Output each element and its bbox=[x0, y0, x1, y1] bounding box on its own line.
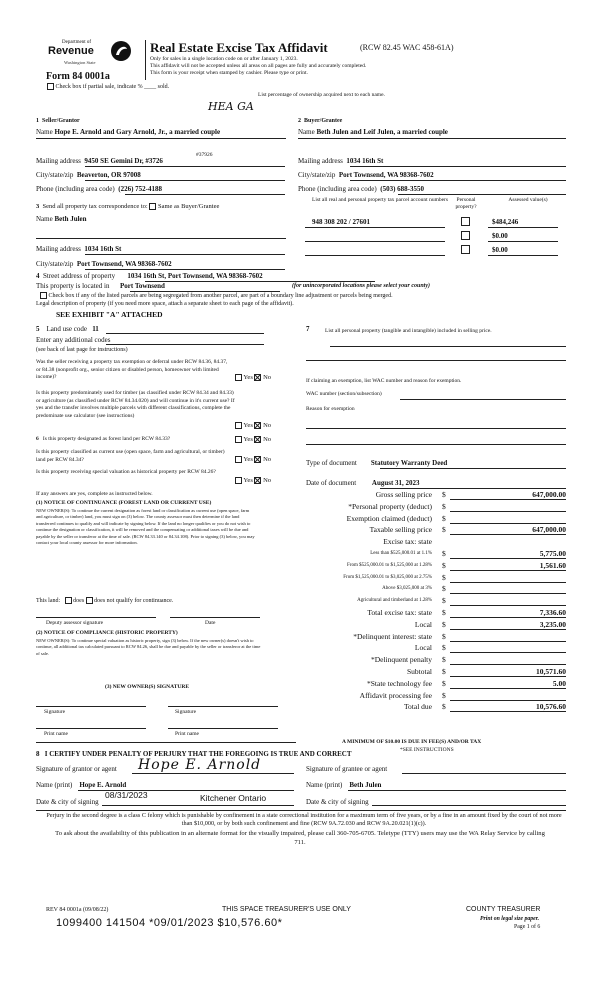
calc-underline bbox=[450, 523, 566, 524]
new-owner-signature-heading: (3) NEW OWNER(S) SIGNATURE bbox=[105, 684, 189, 690]
section6-q1-row: 6 Is this property designated as forest land per RCW 84.33? bbox=[36, 436, 171, 442]
calc-underline bbox=[450, 629, 566, 630]
q1-yes-checkbox[interactable] bbox=[235, 374, 242, 381]
calc-label: From $525,000.01 to $1,525,000 at 1.28% bbox=[347, 562, 432, 568]
calc-label: Less than $525,000.01 at 1.1% bbox=[370, 551, 432, 556]
calc-dollar-sign: $ bbox=[442, 655, 446, 665]
grantor-city: Kitchener Ontario bbox=[200, 793, 267, 803]
section6-q3-answer: Yes No bbox=[235, 477, 271, 484]
grantee-signature-label: Signature of grantee or agent bbox=[306, 765, 388, 773]
calc-dollar-sign: $ bbox=[442, 549, 446, 558]
calc-label: *Delinquent penalty bbox=[370, 655, 432, 665]
seller-name-row: Name Hope E. Arnold and Gary Arnold, Jr., a married couple bbox=[36, 128, 221, 136]
calc-dollar-sign: $ bbox=[442, 690, 446, 700]
parcels-col1: List all real and personal property tax parcel account numbers bbox=[311, 197, 449, 203]
parcel-row-2-personal-checkbox[interactable] bbox=[461, 231, 470, 240]
calc-label: Gross selling price bbox=[375, 490, 432, 499]
grantor-date: 08/31/2023 bbox=[105, 790, 148, 800]
calc-value: 10,576.60 bbox=[536, 702, 566, 712]
rev-number: REV 84 0001a (09/08/22) bbox=[46, 907, 109, 913]
calc-underline bbox=[450, 641, 566, 642]
new-owner-sig-label-2: Signature bbox=[175, 709, 197, 715]
certify-row: 8 I CERTIFY UNDER PENALTY OF PERJURY THAT THE FOREGOING IS TRUE AND CORRECT bbox=[36, 750, 352, 758]
calc-value: 5.00 bbox=[552, 678, 566, 688]
if-yes-note: If any answers are yes, complete as instructed below. bbox=[36, 491, 153, 497]
unincorporated-note: (for unincorporated locations please select your county) bbox=[292, 283, 430, 289]
form-title: Real Estate Excise Tax Affidavit bbox=[150, 40, 328, 55]
calc-label: Local bbox=[414, 619, 432, 629]
legal-paper-note: Print on legal size paper. bbox=[480, 916, 540, 922]
reason-label: Reason for exemption bbox=[306, 406, 355, 412]
calc-value: 7,336.60 bbox=[539, 608, 566, 617]
notice2-body: NEW OWNER(S): To continue special valuation as historic property, sign (3) below. If the new owner(s) doesn't wish to continue, all additional tax calculated pursuant to RCW 84.26, shall be due and payable by the seller or transferor at the time of sale. bbox=[36, 638, 261, 656]
does-not-qualify-checkbox[interactable] bbox=[86, 597, 93, 604]
logo-dept: Department of bbox=[62, 40, 92, 45]
calc-label: *Delinquent interest: state bbox=[353, 631, 432, 641]
seller-mailing-row: Mailing address 9450 SE Gemini Dr, #3726 bbox=[36, 157, 163, 165]
new-owner-sig-label-1: Signature bbox=[44, 709, 66, 715]
calc-underline bbox=[450, 700, 566, 701]
parcel-row-3-personal-checkbox[interactable] bbox=[461, 245, 470, 254]
calc-dollar-sign: $ bbox=[442, 678, 446, 688]
seller-name: Hope E. Arnold and Gary Arnold, Jr., a married couple bbox=[54, 128, 221, 136]
located-row: This property is located in Port Townsend bbox=[36, 282, 165, 290]
calc-label: Agricultural and timberland at 1.28% bbox=[357, 598, 432, 604]
section6-q2: Is this property classified as current use (open space, farm and agricultural, or timber) land per RCW 84.34? bbox=[36, 449, 225, 463]
q1-no-checkbox[interactable] bbox=[254, 374, 261, 381]
segregated-checkbox[interactable] bbox=[40, 292, 47, 299]
header-line-3: This form is your receipt when stamped by cashier. Please type or print. bbox=[150, 70, 308, 76]
notice1-title: (1) NOTICE OF CONTINUANCE (FOREST LAND OR CURRENT USE) bbox=[36, 500, 212, 506]
segregated-row: Check box if any of the listed parcels are being segregated from another parcel, are part of a boundary line adjustment or parcels being merged. bbox=[40, 292, 393, 299]
calc-dollar-sign: $ bbox=[442, 490, 446, 499]
calc-underline bbox=[450, 499, 566, 500]
calc-dollar-sign: $ bbox=[442, 619, 446, 629]
seller-heading: 1 Seller/Grantor bbox=[36, 118, 80, 124]
street-row: 4 Street address of property 1034 16th St, Port Townsend, WA 98368-7602 bbox=[36, 272, 263, 280]
calc-label: Above $3,025,000 at 3% bbox=[382, 586, 432, 592]
logo-revenue: Revenue bbox=[48, 45, 94, 57]
calc-label: Exemption claimed (deduct) bbox=[346, 513, 432, 523]
logo-state: Washington State bbox=[64, 60, 96, 65]
forest-no-checkbox[interactable] bbox=[254, 436, 261, 443]
grantor-name-row: Name (print) Hope E. Arnold bbox=[36, 781, 127, 789]
deputy-date-label: Date bbox=[205, 620, 216, 626]
calc-dollar-sign: $ bbox=[442, 631, 446, 641]
section5-q1: Was the seller receiving a property tax exemption or deferral under RCW 84.36, 84.37, or 84.38 (nonprofit org., senior citizen or disabled person, homeowner with limited income)? bbox=[36, 359, 228, 380]
section6-q2-answer: Yes No bbox=[235, 456, 271, 463]
buyer-name: Beth Julen and Leif Julen, a married couple bbox=[316, 128, 448, 136]
land-use-row: 5 Land use code 11 bbox=[36, 325, 99, 333]
notice1-body: NEW OWNER(S): To continue the current designation as forest land or classification as current use (open space, farm and agriculture, or timber) land, you must sign on (3) below. The county assessor must then determine if the land transferred continues to qualify and will indicate by signing below. If the land no longer qualifies or you do not wish to continue the designation or classification, it will be removed and the compensating or additional taxes will be due and payable by the seller or transferor at the time of sale. (RCW 84.33.140 or 84.34.108). Prior to signing (3) below, you may contact your local county assessor for more information. bbox=[36, 508, 255, 546]
section3-name-row: Name Beth Julen bbox=[36, 215, 87, 223]
historic-no-checkbox[interactable] bbox=[254, 477, 261, 484]
notice2-title: (2) NOTICE OF COMPLIANCE (HISTORIC PROPERTY) bbox=[36, 630, 178, 636]
section5-q1-answer: Yes No bbox=[235, 374, 271, 381]
parcels-col3: Assessed value(s) bbox=[508, 197, 548, 203]
section5-q2-answer: Yes No bbox=[235, 422, 271, 429]
calc-dollar-sign: $ bbox=[442, 596, 446, 606]
parcel-row-2-value: $0.00 bbox=[492, 232, 508, 240]
buyer-city-row: City/state/zip Port Townsend, WA 98368-7602 bbox=[298, 171, 434, 179]
new-owner-print-label-2: Print name bbox=[175, 731, 199, 737]
form-number: Form 84 0001a bbox=[46, 71, 110, 82]
see-instructions: *SEE INSTRUCTIONS bbox=[400, 747, 454, 753]
cashier-stamp: 1099400 141504 *09/01/2023 $10,576.60* bbox=[56, 917, 283, 929]
calc-label: Excise tax: state bbox=[383, 537, 432, 547]
additional-codes: Enter any additional codes bbox=[36, 336, 111, 344]
calc-underline bbox=[450, 688, 566, 689]
buyer-phone-row: Phone (including area code) (503) 688-3550 bbox=[298, 185, 424, 193]
calc-label: Total due bbox=[403, 702, 432, 712]
treasurer-use: THIS SPACE TREASURER'S USE ONLY bbox=[222, 906, 351, 913]
deputy-signature-label: Deputy assessor signature bbox=[46, 620, 104, 626]
initials: HEA GA bbox=[208, 100, 254, 113]
calc-underline bbox=[450, 664, 566, 665]
calc-label: From $1,525,000.01 to $3,025,000 at 2.75% bbox=[343, 574, 432, 580]
parcels-col2: Personal property? bbox=[455, 197, 477, 210]
current-use-no-checkbox[interactable] bbox=[254, 456, 261, 463]
calc-value: 5,775.00 bbox=[539, 549, 566, 558]
wac-label: WAC number (section/subsection) bbox=[306, 391, 382, 397]
doc-date-row: Date of document August 31, 2023 bbox=[306, 479, 420, 487]
calc-label: Total excise tax: state bbox=[367, 608, 432, 617]
revenue-emblem-icon bbox=[110, 40, 132, 62]
calc-underline bbox=[450, 617, 566, 618]
calc-underline bbox=[450, 570, 566, 571]
q2-no-checkbox[interactable] bbox=[254, 422, 261, 429]
calc-label: Local bbox=[414, 643, 432, 653]
buyer-heading: 2 Buyer/Grantee bbox=[298, 118, 343, 124]
section7-text: List all personal property (tangible and intangible) included in selling price. bbox=[325, 328, 492, 334]
doc-type-row: Type of document Statutory Warranty Deed bbox=[306, 459, 448, 467]
calc-label: Affidavit processing fee bbox=[359, 690, 432, 700]
section7-row: 7 bbox=[306, 325, 310, 333]
calc-underline bbox=[450, 676, 566, 677]
buyer-name-row: Name Beth Julen and Leif Julen, a married couple bbox=[298, 128, 448, 136]
seller-phone-row: Phone (including area code) (226) 752-4188 bbox=[36, 185, 162, 193]
forest-yes-checkbox[interactable] bbox=[235, 436, 242, 443]
calc-label: Taxable selling price bbox=[369, 525, 432, 535]
calc-dollar-sign: $ bbox=[442, 643, 446, 653]
new-owner-print-label-1: Print name bbox=[44, 731, 68, 737]
ownership-note: List percentage of ownership acquired next to each name. bbox=[258, 92, 385, 98]
q2-yes-checkbox[interactable] bbox=[235, 422, 242, 429]
calc-underline bbox=[450, 582, 566, 583]
same-as-buyer-checkbox[interactable] bbox=[149, 203, 156, 210]
calc-label: *Personal property (deduct) bbox=[348, 501, 432, 511]
calc-underline bbox=[450, 534, 566, 535]
section6-q1-answer: Yes No bbox=[235, 436, 271, 443]
parcel-row-1-personal-checkbox[interactable] bbox=[461, 217, 470, 226]
calc-underline bbox=[450, 511, 566, 512]
calc-underline bbox=[450, 711, 566, 712]
calc-value: 1,561.60 bbox=[539, 560, 566, 570]
section3-city-row: City/state/zip Port Townsend, WA 98368-7602 bbox=[36, 260, 172, 268]
calc-underline bbox=[450, 652, 566, 653]
county-treasurer: COUNTY TREASURER bbox=[466, 906, 541, 913]
calc-label: *State technology fee bbox=[367, 678, 432, 688]
calc-underline bbox=[450, 605, 566, 606]
perjury-notice: Perjury in the second degree is a class C felony which is punishable by confinement in a state correctional institution for a maximum term of five years, or by a fine in an amount fixed by the court of not more than $10,000, or by both such confinement and fine (RCW 9A.72.030 and RCW 9A.20.021(1)(c)). bbox=[46, 812, 562, 827]
calc-dollar-sign: $ bbox=[442, 513, 446, 523]
calc-dollar-sign: $ bbox=[442, 501, 446, 511]
partial-sale-row: Check box if partial sale, indicate % ____ sold. bbox=[47, 83, 169, 90]
alt-format-note: To ask about the availability of this publication in an alternate format for the visually impaired, please call 360-705-6705. Teletype (TTY) users may use the WA Relay Service by calling 711. bbox=[55, 830, 545, 846]
grantee-name-row: Name (print) Beth Julen bbox=[306, 781, 382, 789]
form-citation: (RCW 82.45 WAC 458-61A) bbox=[360, 43, 454, 52]
historic-yes-checkbox[interactable] bbox=[235, 477, 242, 484]
legal-description: Legal description of property (if you need more space, attach a separate sheet to each page of the affidavit). bbox=[36, 301, 294, 307]
calc-label: Subtotal bbox=[406, 667, 432, 676]
calc-dollar-sign: $ bbox=[442, 525, 446, 535]
section5-q2: Is this property predominately used for timber (as classified under RCW 84.34 and 84.33) or agriculture (as classified under RCW 84.34.020) and will continue in it's current use? If yes and the transfer involves multiple parcels with different classifications, complete the predominate use calculator (see instructions) bbox=[36, 390, 235, 419]
revenue-logo bbox=[46, 40, 138, 68]
calc-value: 3,235.00 bbox=[539, 619, 566, 629]
calc-underline bbox=[450, 558, 566, 559]
header-line-2: This affidavit will not be accepted unless all areas on all pages are fully and accurately completed. bbox=[150, 63, 367, 69]
calc-dollar-sign: $ bbox=[442, 667, 446, 676]
calc-dollar-sign: $ bbox=[442, 560, 446, 570]
grantor-signature-label: Signature of grantor or agent bbox=[36, 765, 117, 773]
does-qualify-checkbox[interactable] bbox=[65, 597, 72, 604]
calc-value: 647,000.00 bbox=[532, 490, 566, 499]
calc-dollar-sign: $ bbox=[442, 572, 446, 582]
page-number: Page 1 of 6 bbox=[514, 924, 541, 930]
this-land-row: This land: does does not qualify for continuance. bbox=[36, 597, 174, 604]
partial-sale-checkbox[interactable] bbox=[47, 83, 54, 90]
header-line-1: Only for sales in a single location code on or after January 1, 2023. bbox=[150, 56, 298, 62]
grantee-date-label: Date & city of signing bbox=[306, 798, 369, 806]
section3-mailing-row: Mailing address 1034 16th St bbox=[36, 245, 122, 253]
grantor-signature: Hope E. Arnold bbox=[138, 757, 262, 773]
calc-dollar-sign: $ bbox=[442, 584, 446, 594]
calc-dollar-sign: $ bbox=[442, 702, 446, 712]
parcel-row-3-value: $0.00 bbox=[492, 246, 508, 254]
section3-row: 3 Send all property tax correspondence to: Same as Buyer/Grantee bbox=[36, 203, 220, 210]
section6-q3: Is this property receiving special valuation as historical property per RCW 84.26? bbox=[36, 469, 216, 475]
current-use-yes-checkbox[interactable] bbox=[235, 456, 242, 463]
seller-city-row: City/state/zip Beaverton, OR 97008 bbox=[36, 171, 141, 179]
exhibit-note: SEE EXHIBIT "A" ATTACHED bbox=[56, 310, 163, 319]
parcel-row-1-value: $484,246 bbox=[492, 218, 519, 226]
mailing-correction: #37926 bbox=[196, 152, 213, 158]
parcel-row-1-number: 948 308 202 / 27601 bbox=[312, 218, 370, 226]
buyer-mailing-row: Mailing address 1034 16th St bbox=[298, 157, 384, 165]
exemption-note: If claiming an exemption, list WAC number and reason for exemption. bbox=[306, 378, 462, 384]
calc-underline bbox=[450, 593, 566, 594]
minimum-note: A MINIMUM OF $10.00 IS DUE IN FEE(S) AND/OR TAX bbox=[342, 739, 482, 745]
calc-value: 647,000.00 bbox=[532, 525, 566, 535]
see-back: (see back of last page for instructions) bbox=[36, 347, 128, 353]
calc-dollar-sign: $ bbox=[442, 608, 446, 617]
calc-value: 10,571.60 bbox=[536, 667, 566, 676]
grantor-date-label: Date & city of signing bbox=[36, 798, 99, 806]
